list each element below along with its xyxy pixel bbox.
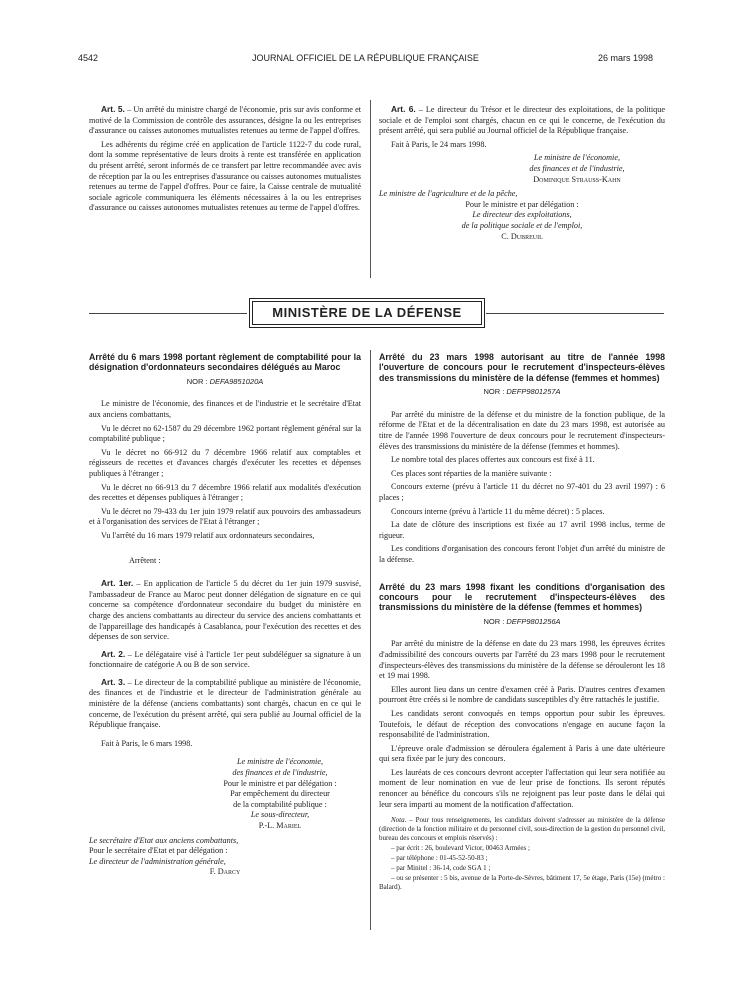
signature-line: des finances et de l'industrie,	[529, 163, 625, 173]
signature-line: des finances et de l'industrie,	[232, 768, 328, 778]
paragraph: Concours interne (prévu à l'article 11 du même décret) : 5 places.	[391, 506, 605, 516]
heading-rule-right	[486, 313, 664, 314]
arrete-title: Arrêté du 23 mars 1998 fixant les conditions d'organisation des concours pour le recrutement d'inspecteurs-élèves des transmissions du ministère de la défense (femmes et hommes)	[379, 581, 665, 613]
top-right-column	[379, 104, 665, 242]
left-arrete-column	[89, 352, 361, 878]
signatory-name: C. Dubreuil	[501, 231, 543, 241]
fait-a-paris: Fait à Paris, le 24 mars 1998.	[391, 139, 487, 149]
paragraph: Concours externe (prévu à l'article 11 du décret no 97-401 du 23 avril 1997) : 6 places ;	[379, 482, 665, 502]
nota-item: – par téléphone : 01-45-52-50-83 ;	[391, 854, 488, 863]
paragraph: L'épreuve orale d'admission se déroulera également à Paris à une date ultérieure qui sera fixée par le jury des concours.	[379, 743, 665, 764]
signature-line: Pour le ministre et par délégation :	[465, 199, 579, 209]
ministry-heading: MINISTÈRE DE LA DÉFENSE	[252, 301, 482, 325]
arrete-title: Arrêté du 6 mars 1998 portant règlement de comptabilité pour la désignation d'ordonnateurs secondaires délégués au Maroc	[89, 352, 361, 373]
article-5: Art. 5. – Un arrêté du ministre chargé de l'économie, pris sur avis conforme et motivé de la Commission de contrôle des assurances, désigne la ou les entreprises d'assurance ou caisses autonomes mutualistes retenues au terme de l'appel d'offres.	[89, 104, 361, 136]
journal-title: JOURNAL OFFICIEL DE LA RÉPUBLIQUE FRANÇAISE	[252, 53, 479, 63]
issue-date: 26 mars 1998	[597, 53, 653, 63]
paragraph: Le nombre total des places offertes aux concours est fixé à 11.	[391, 455, 595, 465]
visa: Vu l'arrêté du 16 mars 1979 relatif aux ordonnateurs secondaires,	[101, 530, 315, 540]
right-arrete-column	[379, 352, 665, 893]
article-3: Art. 3. – Le directeur de la comptabilité publique au ministère de l'économie, des finances et de l'industrie et le directeur de l'administration générale au ministère de la défense (anciens combattants) sont chargés, chacun en ce qui le concerne, de l'exécution du présent arrêté, qui sera publié au Journal officiel de la République française.	[89, 676, 361, 730]
nor-reference: NOR : DEFP9801257A	[483, 387, 561, 397]
nota-item: – par Minitel : 36-14, code SGA 1 ;	[391, 864, 491, 873]
signatory-name: F. Darcy	[209, 867, 241, 877]
page-header	[78, 53, 653, 67]
page-number: 4542	[78, 53, 99, 63]
paragraph: Les conditions d'organisation des concours feront l'objet d'un arrêté du ministre de la défense.	[379, 544, 665, 564]
visa: Vu le décret no 66-912 du 7 décembre 1966 relatif aux comptables et régisseurs de recettes et d'avances chargés d'exécuter les recettes et dépenses publiques à l'étranger ;	[89, 447, 361, 478]
paragraph: Ces places sont réparties de la manière suivante :	[391, 468, 552, 478]
nor-reference: NOR : DEFA9851020A	[186, 376, 264, 386]
top-left-column	[89, 104, 361, 217]
signature-line: Pour le secrétaire d'Etat et par délégation :	[89, 846, 228, 856]
heading-rule-left	[89, 313, 247, 314]
visa: Vu le décret no 66-913 du 7 décembre 1966 relatif aux modalités d'exécution des recettes et dépenses publiques à l'étranger ;	[89, 482, 361, 503]
article-2: Art. 2. – Le délégataire visé à l'article 1er peut subdéléguer sa signature à un fonctionnaire de catégorie A ou B de son service.	[89, 648, 361, 670]
signatory-name: P.-L. Mariel	[258, 821, 302, 830]
column-divider-top	[370, 100, 371, 278]
signature-line: Le secrétaire d'Etat aux anciens combattants,	[89, 835, 239, 845]
signature-line: Le ministre de l'économie,	[236, 757, 324, 767]
arrete-title: Arrêté du 23 mars 1998 autorisant au titre de l'année 1998 l'ouverture de concours pour le recrutement d'inspecteurs-élèves des transmissions du ministère de la défense (femmes et hommes)	[379, 352, 665, 383]
visa: Vu le décret no 79-433 du 1er juin 1979 relatif aux pouvoirs des ambassadeurs et à l'organisation des services de l'Etat à l'étranger ;	[89, 506, 361, 527]
signature-line: Le directeur de l'administration générale,	[89, 856, 226, 866]
signature-line: de la politique sociale et de l'emploi,	[461, 220, 583, 230]
signature-line: Par empêchement du directeur	[230, 789, 330, 799]
visa: Vu le décret no 62-1587 du 29 décembre 1962 portant règlement général sur la comptabilité publique ;	[89, 423, 361, 444]
signatory-name: Dominique Strauss-Kahn	[533, 174, 621, 184]
signature-line: Le sous-directeur,	[250, 810, 310, 820]
nor-reference: NOR : DEFP9801256A	[483, 616, 561, 626]
signature-line: Le ministre de l'agriculture et de la pêche,	[379, 189, 518, 199]
fait-a-paris: Fait à Paris, le 6 mars 1998.	[101, 738, 193, 748]
signature-line: Le ministre de l'économie,	[533, 153, 621, 163]
signature-line: de la comptabilité publique :	[233, 799, 327, 809]
paragraph: Elles auront lieu dans un centre d'examen créé à Paris. D'autres centres d'examen pourront être créés si le nombre de candidats susceptibles d'y être rattachés le justifie.	[379, 684, 665, 705]
arretent: Arrêtent :	[129, 555, 161, 565]
column-divider-main	[370, 350, 371, 930]
paragraph-adherents: Les adhérents du régime créé en application de l'article 1122-7 du code rural, dont la somme représentative de leurs droits à rente est transférée en application du présent arrêté, seront informés de ce transfert par lettre recommandée avec avis de réception par la ou les entreprises d'assurance ou caisses autonomes mutualistes retenues au terme de l'appel d'offres. Pour ce faire, la Caisse centrale de mutualité sociale agricole communiquera les éléments nécessaires à la ou les entreprises d'assurance ou caisses autonomes mutualistes retenues au terme de l'appel d'offres.	[89, 139, 361, 213]
nota-text: Nota. – Pour tous renseignements, les candidats doivent s'adresser au ministère de la défense (direction de la fonction militaire et du personnel civil, sous-direction de la gestion du personnel civil, bureau des concours et emplois réservés) :	[379, 816, 665, 843]
signature-line: Le directeur des exploitations,	[472, 210, 572, 220]
signature-line: Pour le ministre et par délégation :	[223, 778, 337, 788]
article-6: Art. 6. – Le directeur du Trésor et le directeur des exploitations, de la politique sociale et de l'emploi sont chargés, chacun en ce qui le concerne, de l'exécution du présent arrêté, qui sera publié au Journal officiel de la République française.	[379, 104, 665, 136]
nota-item: – ou se présenter : 5 bis, avenue de la Porte-de-Sèvres, bâtiment 17, 5e étage, Paris (15e) (métro : Balard).	[379, 874, 665, 892]
nota-item: – par écrit : 26, boulevard Victor, 00463 Armées ;	[391, 844, 530, 853]
nota	[379, 816, 665, 892]
preamble: Le ministre de l'économie, des finances et de l'industrie et le secrétaire d'Etat aux anciens combattants,	[89, 399, 361, 419]
article-1: Art. 1er. – En application de l'article 5 du décret du 1er juin 1979 susvisé, l'ambassadeur de France au Maroc peut donner délégation de signature en ce qui concerne sa compétence d'ordonnateur secondaire du budget du ministère en charge des anciens combattants au directeur du service des anciens combattants et de l'appareillage des handicapés à Casablanca, pour l'exécution des recettes et des dépenses de son service.	[89, 578, 361, 642]
paragraph: Par arrêté du ministre de la défense et du ministre de la fonction publique, de la réforme de l'Etat et de la décentralisation en date du 23 mars 1998, est autorisée au titre de l'année 1998 l'ouverture de deux concours pour le recrutement d'inspecteurs-élèves des transmissions du ministère de la défense (femmes et hommes).	[379, 409, 665, 451]
paragraph: Les candidats seront convoqués en temps opportun pour subir les épreuves. Toutefois, le défaut de réception des convocations n'engage en aucune façon la responsabilité de l'administration.	[379, 708, 665, 740]
paragraph: Les lauréats de ces concours devront accepter l'affectation qui leur sera notifiée au moment de leur nomination en vue de leur prise de fonctions. Ils seront réputés renoncer au bénéfice du concours s'ils ne rejoignent pas leur poste dans le délai qui leur sera imparti au moment de la notification d'affectation.	[379, 767, 665, 809]
paragraph: Par arrêté du ministre de la défense en date du 23 mars 1998, les épreuves écrites d'admissibilité des concours ouverts par l'arrêté du 23 mars 1998 pour le recrutement d'inspecteurs-élèves des transmissions du ministère de la défense se dérouleront les 18 et 19 mai 1998.	[379, 639, 665, 681]
paragraph: La date de clôture des inscriptions est fixée au 17 avril 1998 inclus, terme de rigueur.	[379, 520, 665, 540]
